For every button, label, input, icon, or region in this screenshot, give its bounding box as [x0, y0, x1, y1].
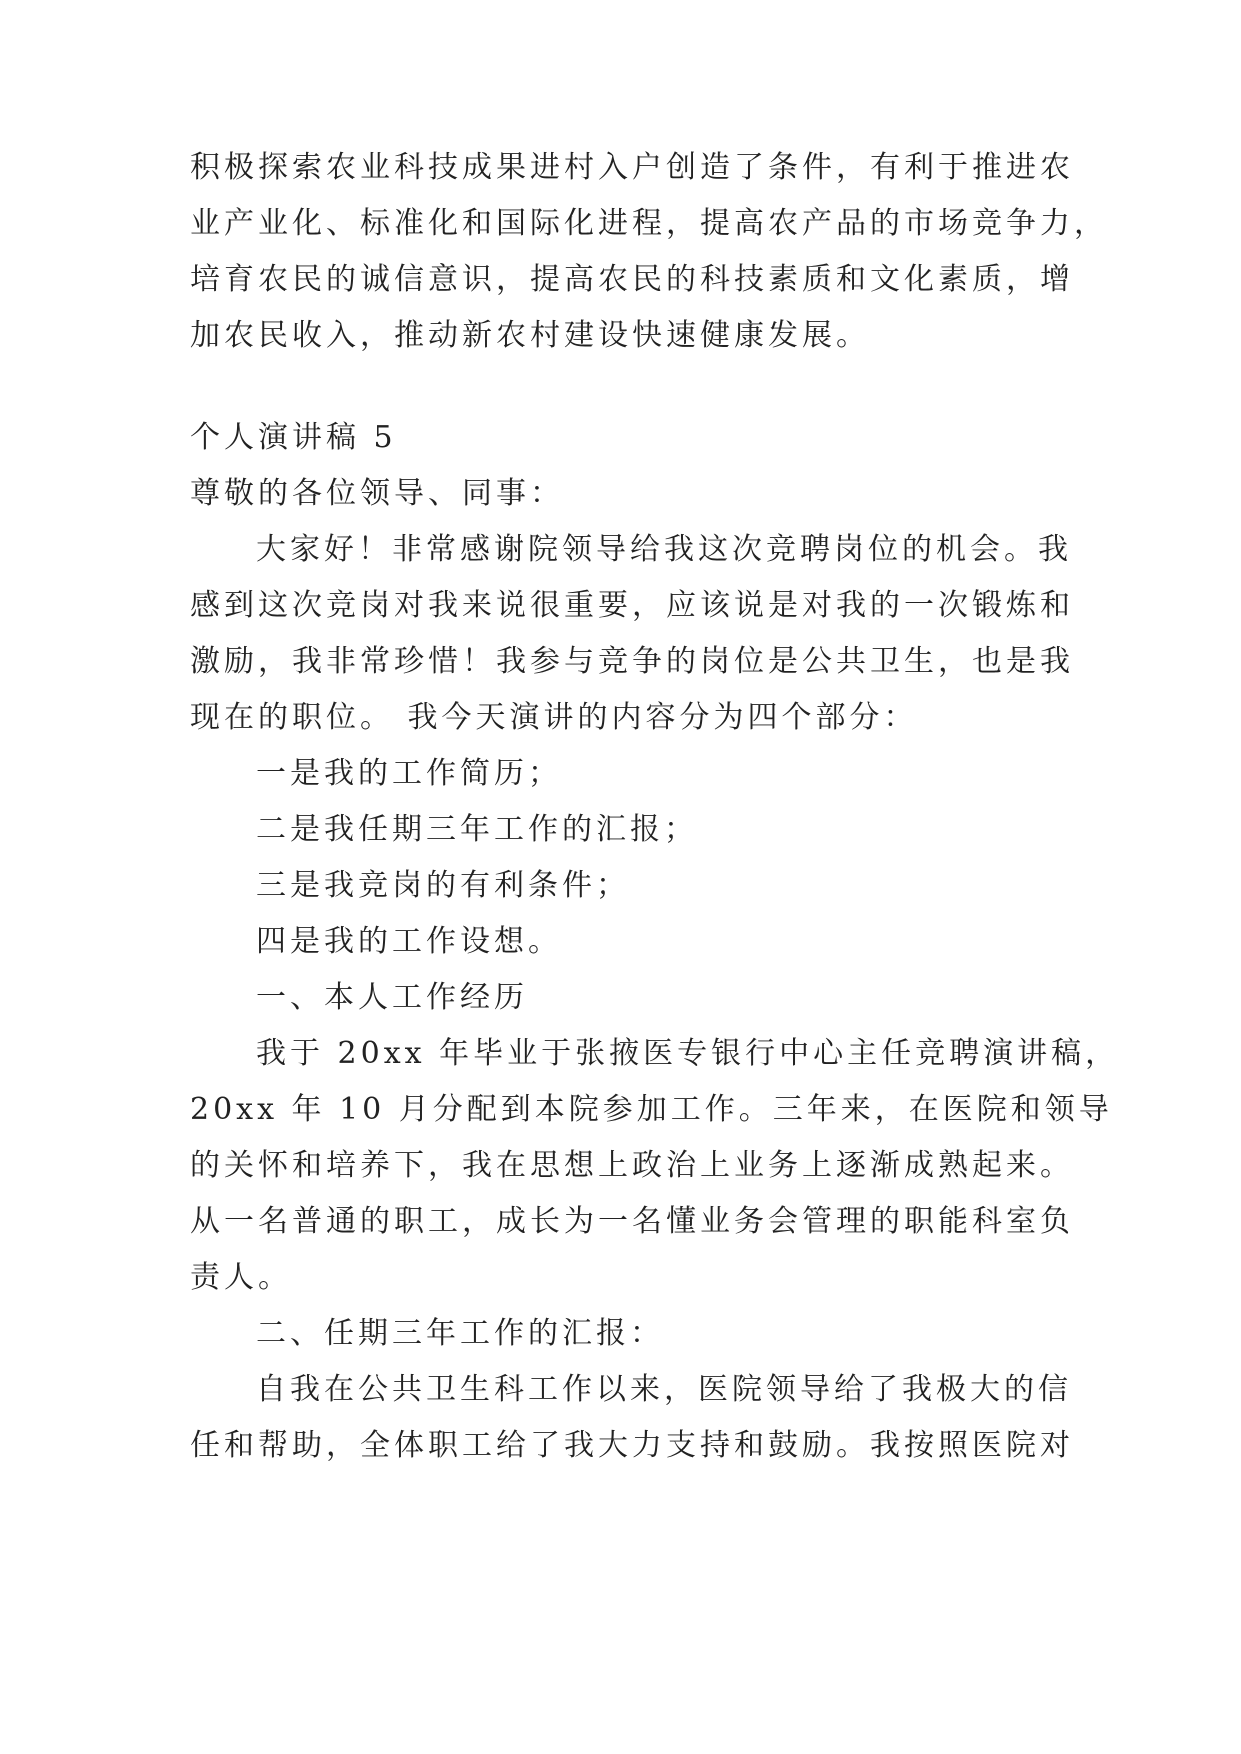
intro-line: 培育农民的诚信意识，提高农民的科技素质和文化素质，增	[190, 262, 1074, 297]
experience-line: 我于 20xx 年毕业于张掖医专银行中心主任竞聘演讲稿，	[256, 1036, 1120, 1071]
opening-line: 大家好！非常感谢院领导给我这次竞聘岗位的机会。我	[256, 532, 1072, 567]
outline-item: 三是我竞岗的有利条件；	[256, 868, 630, 903]
experience-line: 的关怀和培养下，我在思想上政治上业务上逐渐成熟起来。	[190, 1148, 1074, 1183]
report-line: 自我在公共卫生科工作以来，医院领导给了我极大的信	[256, 1372, 1072, 1407]
experience-line: 责人。	[190, 1260, 292, 1295]
section-title: 个人演讲稿 5	[190, 420, 397, 455]
intro-line: 业产业化、标准化和国际化进程，提高农产品的市场竞争力，	[190, 206, 1108, 241]
intro-line: 加农民收入，推动新农村建设快速健康发展。	[190, 318, 870, 353]
outline-item: 二是我任期三年工作的汇报；	[256, 812, 698, 847]
opening-line: 感到这次竞岗对我来说很重要，应该说是对我的一次锻炼和	[190, 588, 1074, 623]
salutation: 尊敬的各位领导、同事：	[190, 476, 564, 511]
opening-line: 现在的职位。 我今天演讲的内容分为四个部分：	[190, 700, 918, 735]
outline-item: 一是我的工作简历；	[256, 756, 562, 791]
heading-work-report: 二、任期三年工作的汇报：	[256, 1316, 664, 1351]
intro-line: 积极探索农业科技成果进村入户创造了条件，有利于推进农	[190, 150, 1074, 185]
opening-line: 激励，我非常珍惜！我参与竞争的岗位是公共卫生，也是我	[190, 644, 1074, 679]
experience-line: 20xx 年 10 月分配到本院参加工作。三年来，在医院和领导	[190, 1092, 1113, 1127]
report-line: 任和帮助，全体职工给了我大力支持和鼓励。我按照医院对	[190, 1428, 1074, 1463]
heading-work-experience: 一、本人工作经历	[256, 980, 528, 1015]
experience-line: 从一名普通的职工，成长为一名懂业务会管理的职能科室负	[190, 1204, 1074, 1239]
outline-item: 四是我的工作设想。	[256, 924, 562, 959]
